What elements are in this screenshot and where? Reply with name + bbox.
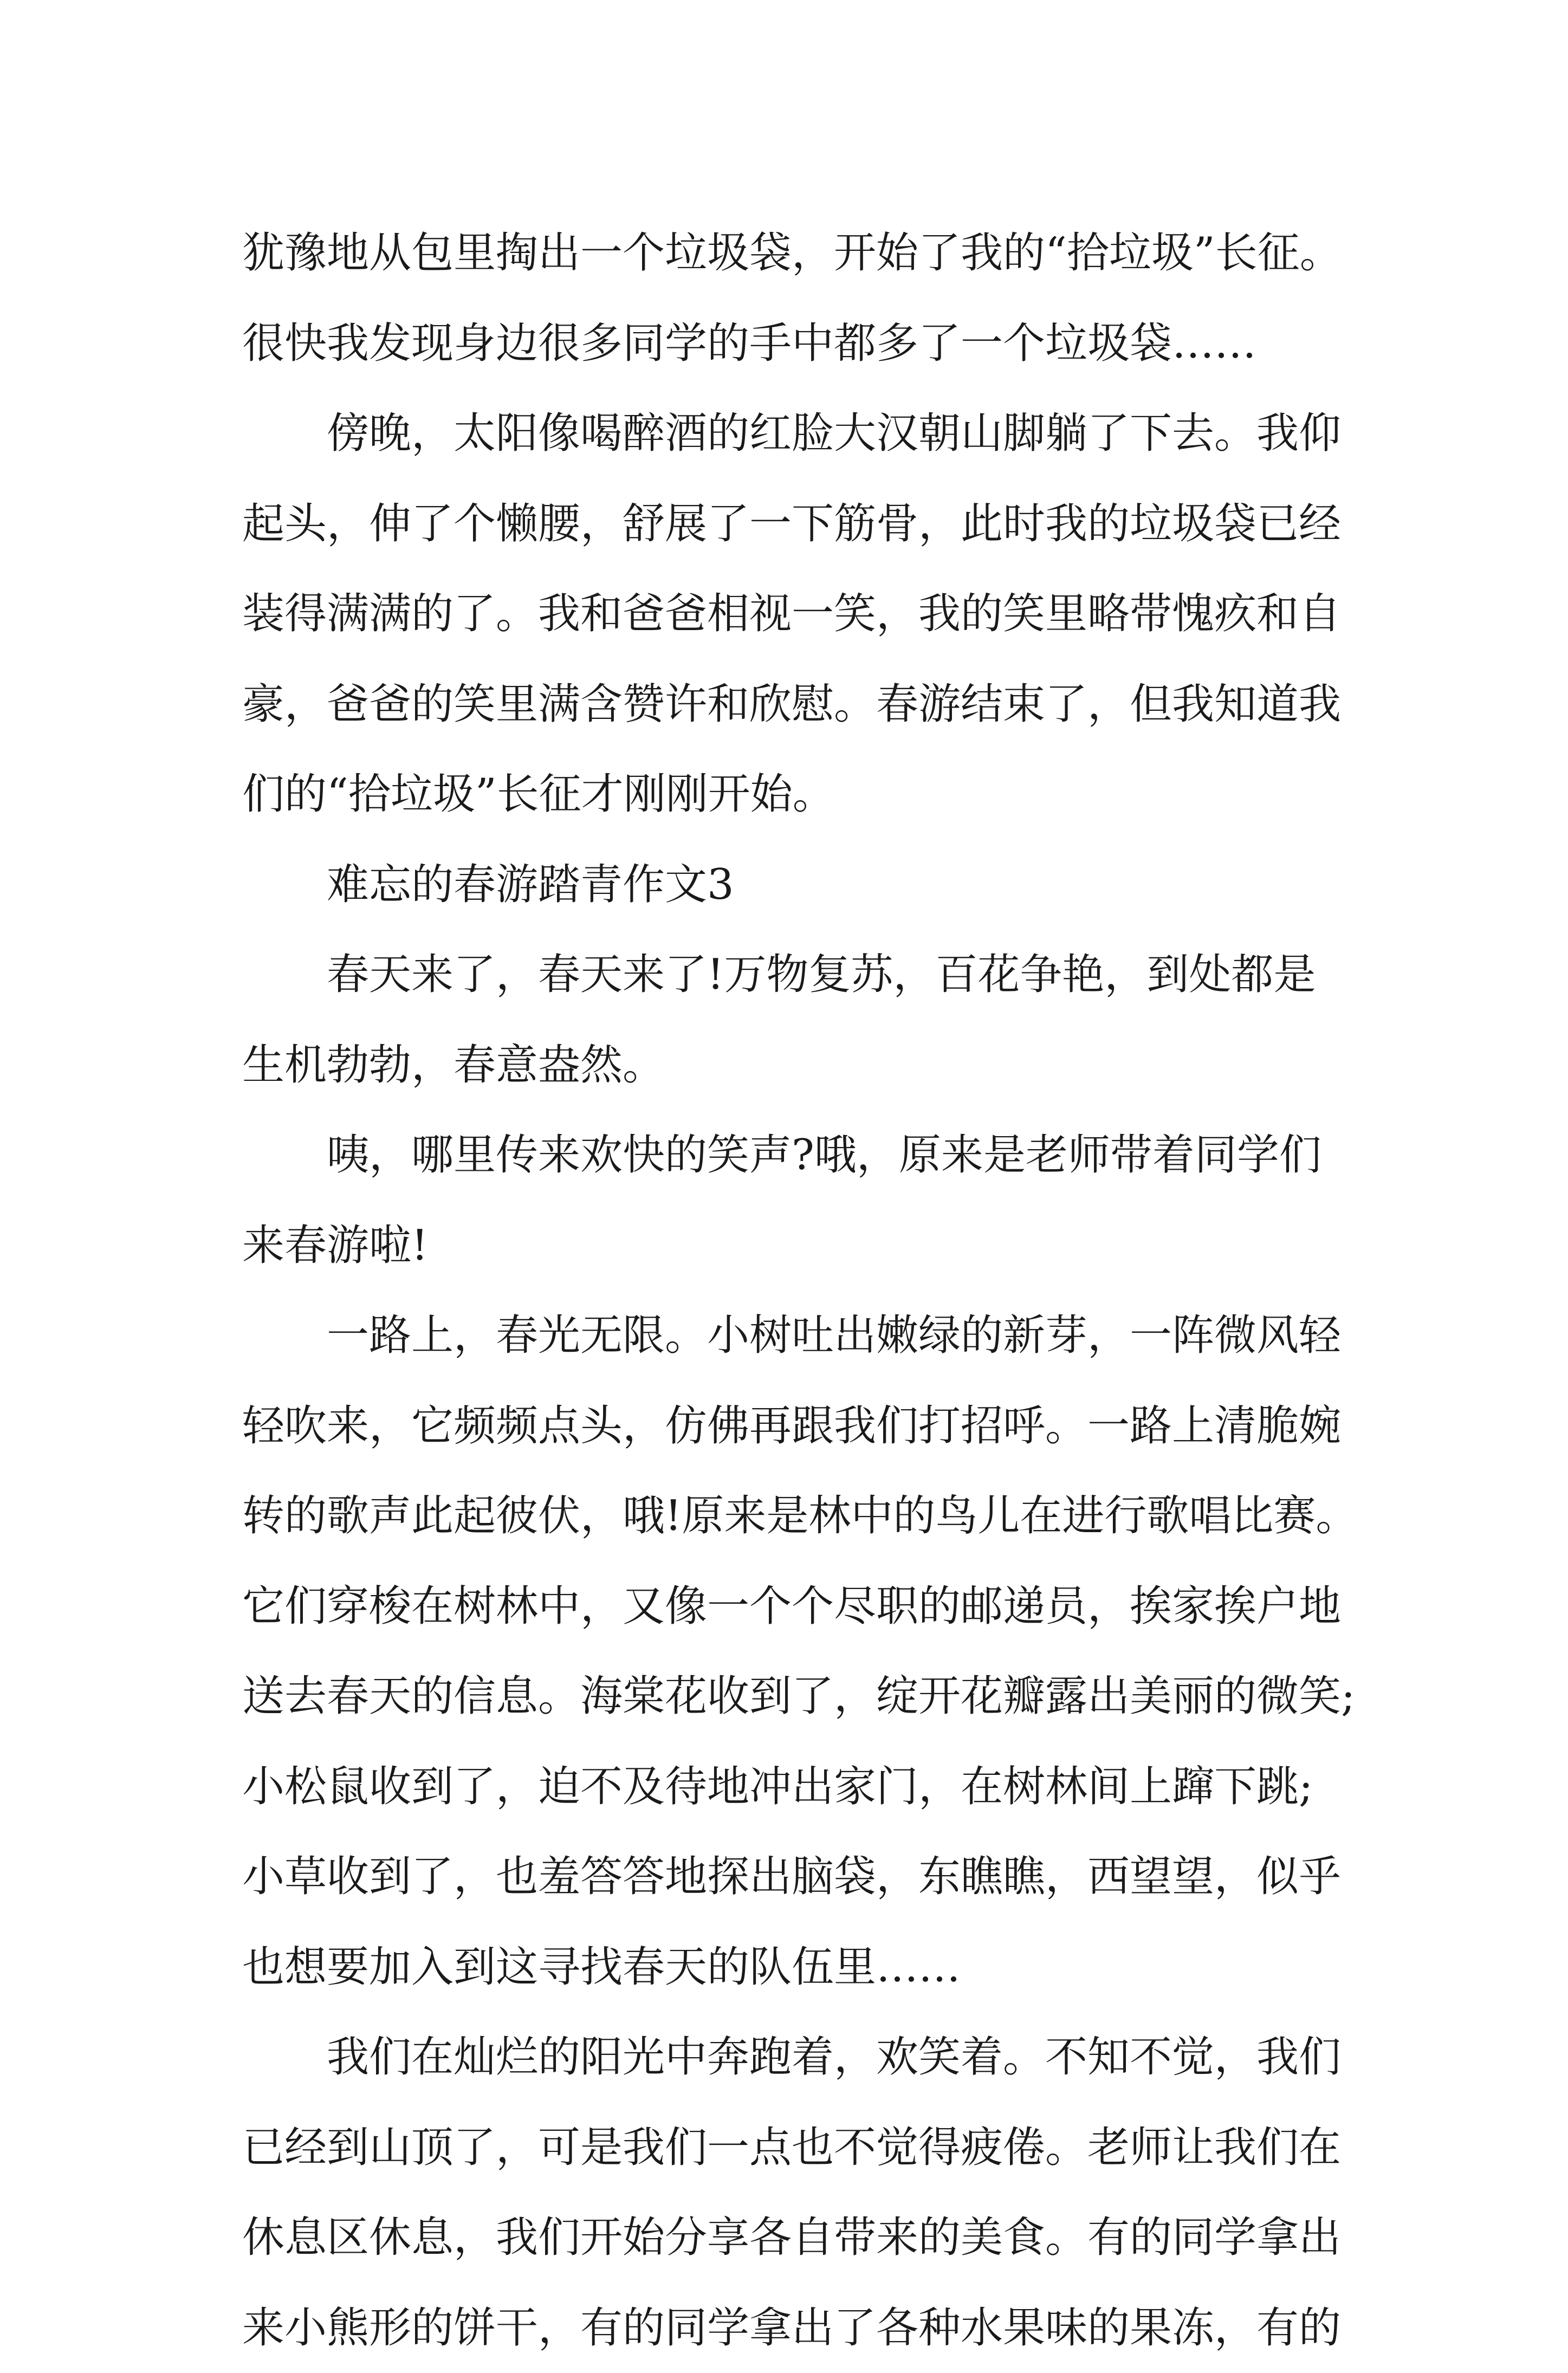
text-line: 来春游啦! <box>242 1201 1337 1291</box>
text-line: 休息区休息，我们开始分享各自带来的美食。有的同学拿出 <box>242 2193 1337 2283</box>
text-line: 送去春天的信息。海棠花收到了，绽开花瓣露出美丽的微笑; <box>242 1651 1337 1742</box>
paragraph-start-line: 傍晚，太阳像喝醉酒的红脸大汉朝山脚躺了下去。我仰 <box>242 388 1337 479</box>
section-heading: 难忘的春游踏青作文3 <box>242 840 1337 930</box>
text-line: 它们穿梭在树林中，又像一个个尽职的邮递员，挨家挨户地 <box>242 1561 1337 1652</box>
text-line: 犹豫地从包里掏出一个垃圾袋，开始了我的“拾垃圾”长征。 <box>242 208 1337 299</box>
paragraph-start-line: 春天来了，春天来了!万物复苏，百花争艳，到处都是 <box>242 930 1337 1020</box>
text-line: 很快我发现身边很多同学的手中都多了一个垃圾袋…… <box>242 299 1337 389</box>
document-body <box>242 208 1337 2373</box>
text-line: 起头，伸了个懒腰，舒展了一下筋骨，此时我的垃圾袋已经 <box>242 479 1337 569</box>
text-line: 小草收到了，也羞答答地探出脑袋，东瞧瞧，西望望，似乎 <box>242 1832 1337 1922</box>
text-line: 生机勃勃，春意盎然。 <box>242 1020 1337 1111</box>
paragraph-start-line: 一路上，春光无限。小树吐出嫩绿的新芽，一阵微风轻 <box>242 1291 1337 1381</box>
text-line: 装得满满的了。我和爸爸相视一笑，我的笑里略带愧疚和自 <box>242 569 1337 659</box>
text-line: 也想要加入到这寻找春天的队伍里…… <box>242 1922 1337 2013</box>
text-line: 们的“拾垃圾”长征才刚刚开始。 <box>242 749 1337 840</box>
text-line: 转的歌声此起彼伏，哦!原来是林中的鸟儿在进行歌唱比赛。 <box>242 1471 1337 1561</box>
paragraph-start-line: 我们在灿烂的阳光中奔跑着，欢笑着。不知不觉，我们 <box>242 2012 1337 2103</box>
paragraph-start-line: 咦，哪里传来欢快的笑声?哦，原来是老师带着同学们 <box>242 1110 1337 1201</box>
text-line: 豪，爸爸的笑里满含赞许和欣慰。春游结束了，但我知道我 <box>242 659 1337 750</box>
text-line: 小松鼠收到了，迫不及待地冲出家门，在树林间上蹿下跳; <box>242 1742 1337 1832</box>
text-line: 轻吹来，它频频点头，仿佛再跟我们打招呼。一路上清脆婉 <box>242 1381 1337 1471</box>
text-line: 已经到山顶了，可是我们一点也不觉得疲倦。老师让我们在 <box>242 2103 1337 2193</box>
text-line: 来小熊形的饼干，有的同学拿出了各种水果味的果冻，有的 <box>242 2283 1337 2373</box>
